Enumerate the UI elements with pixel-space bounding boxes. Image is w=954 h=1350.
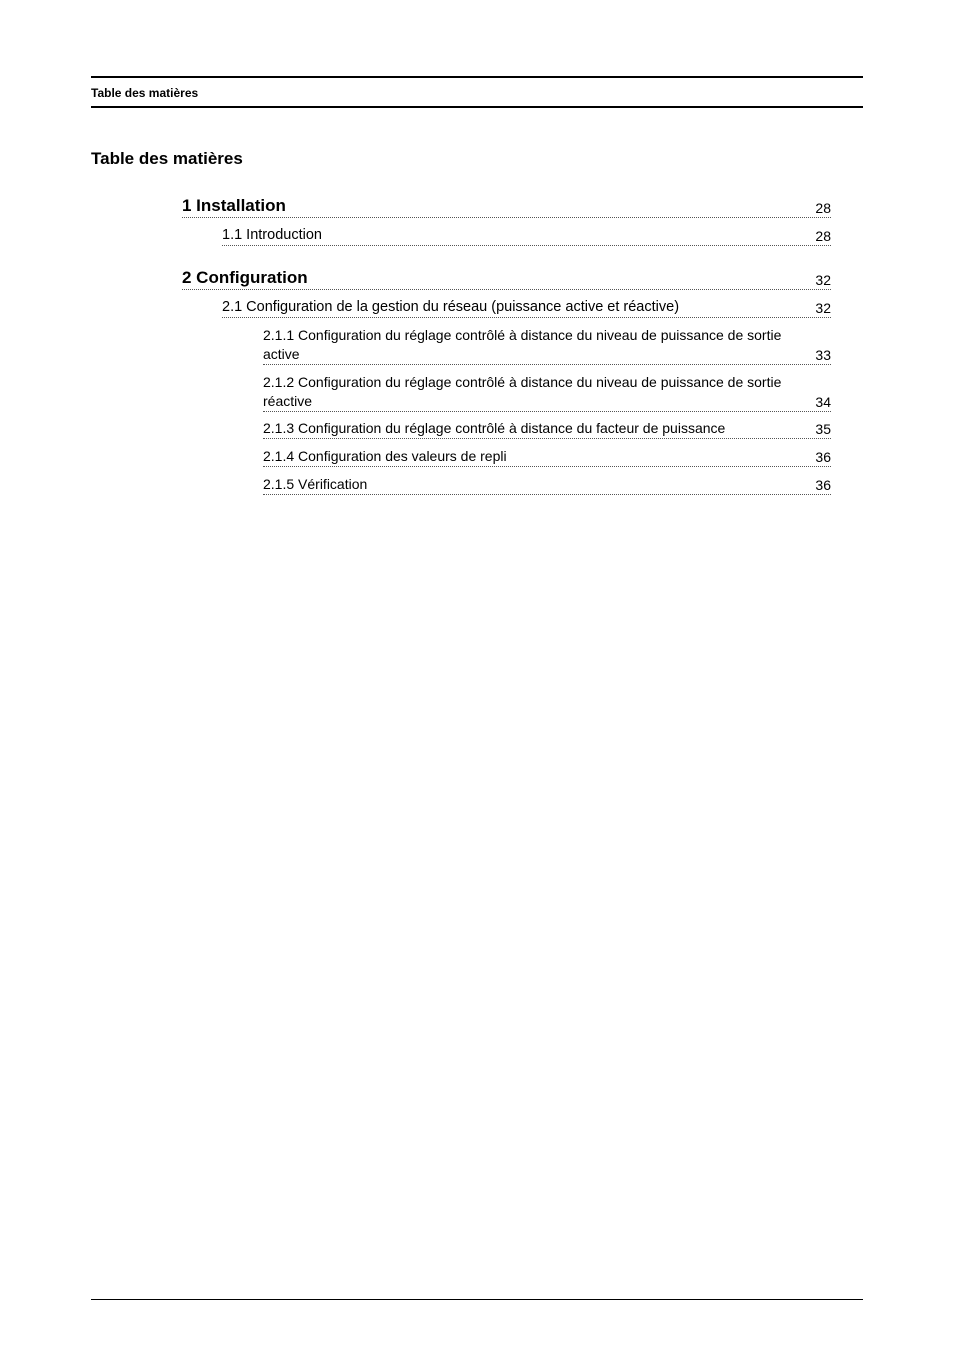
toc-entry-title: 2.1.3 Configuration du réglage contrôlé à distance du facteur de puissance [263,420,726,436]
toc-entry-title: 2.1.4 Configuration des valeurs de repli [263,448,507,464]
toc-entry-page: 32 [815,300,831,316]
toc-entry-section-2-1[interactable] [222,297,831,318]
toc-entry-page: 32 [815,272,831,288]
footer-rule [91,1299,863,1300]
toc-entry-title: 1 Installation [182,196,286,215]
page-header [91,76,863,108]
toc-entry-chapter-1[interactable] [182,195,831,218]
toc-entry-title: 2.1.2 Configuration du réglage contrôlé à distance du niveau de puissance de sortie réactive [263,374,782,409]
toc-heading: Table des matières [91,149,243,168]
toc-entry-subsection-2-1-5[interactable] [263,474,831,495]
toc-entry-subsection-2-1-1[interactable] [263,325,831,365]
toc-entry-page: 36 [815,449,831,465]
toc-entry-page: 35 [815,421,831,437]
toc-entry-subsection-2-1-3[interactable] [263,419,831,439]
running-title: Table des matières [91,86,199,100]
toc-entry-section-1-1[interactable] [222,226,831,246]
toc-entry-page: 34 [815,394,831,410]
toc-entry-page: 28 [815,228,831,244]
toc-entry-title: 2.1.1 Configuration du réglage contrôlé à distance du niveau de puissance de sortie active [263,327,782,362]
toc-entry-title: 2 Configuration [182,268,308,287]
toc-entry-page: 36 [815,477,831,493]
toc-entry-subsection-2-1-2[interactable] [263,372,831,412]
toc-entry-subsection-2-1-4[interactable] [263,446,831,467]
toc-entry-title: 2.1.5 Vérification [263,476,368,492]
toc-entry-page: 33 [815,347,831,363]
toc-entry-chapter-2[interactable] [182,266,831,290]
toc-entry-title: 1.1 Introduction [222,227,322,243]
toc-entry-page: 28 [815,200,831,216]
toc-entry-title: 2.1 Configuration de la gestion du réseau (puissance active et réactive) [222,299,680,315]
